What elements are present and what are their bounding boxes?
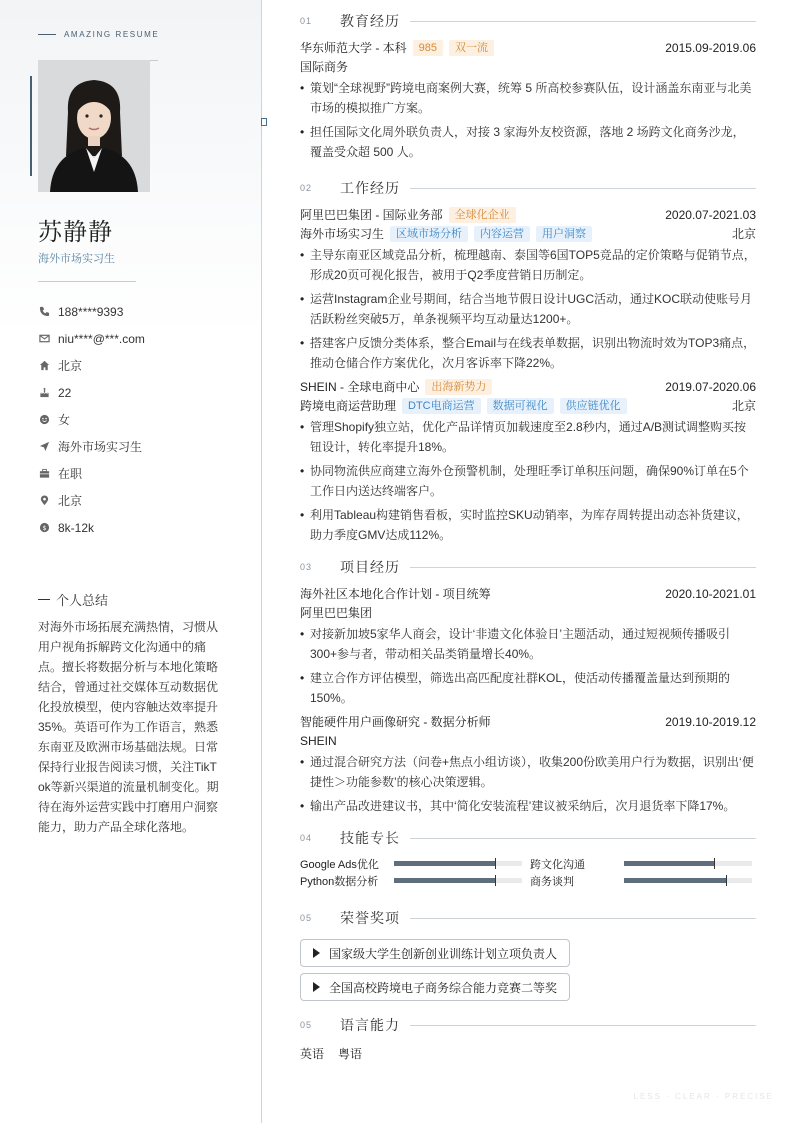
info-text: 海外市场实习生 [58,440,143,454]
mail-icon [38,333,50,345]
profile-name: 苏静静 [38,219,113,246]
phone-icon [38,306,50,318]
tag: 数据可视化 [487,398,554,414]
section-rule [410,838,756,839]
project-org-row [300,603,756,622]
skill-fill [624,861,714,866]
section-skills [300,827,756,889]
project-header [300,712,756,731]
section-header [300,177,756,199]
school-name: 华东师范大学 - 本科 [300,41,407,55]
play-arrow-icon [313,982,320,992]
info-text: 北京 [58,494,83,508]
section-number: 05 [300,913,313,923]
section-title: 荣誉奖项 [340,910,400,926]
section-title: 技能专长 [340,830,400,846]
bullet-list [300,624,756,708]
section-education [300,10,756,166]
project-name: 海外社区本地化合作计划 - 项目统筹 [300,587,491,601]
awards-list [300,939,756,1007]
award-text: 国家级大学生创新创业训练计划立项负责人 [329,946,558,961]
list-item: • 对接新加坡5家华人商会，设计‘非遗文化体验日’主题活动，通过短视频传播吸引300+参与者，带动相关品类销量增长40%。 [300,624,756,664]
location-pin-icon [38,495,50,507]
award-item [300,973,570,1001]
send-icon [38,441,50,453]
section-header [300,827,756,849]
section-header [300,1014,756,1036]
section-rule [410,567,756,568]
info-status [38,460,145,487]
info-salary [38,514,145,541]
tag: 用户洞察 [536,226,592,242]
date-range: 2020.10-2021.01 [665,586,756,601]
tag: 全球化企业 [449,207,516,223]
job-role-row [300,396,756,415]
skill-tick [495,875,496,886]
tag: 双一流 [449,40,494,56]
brand-line [38,34,56,35]
skill-tick [726,875,727,886]
section-rule [410,188,756,189]
list-item: • 利用Tableau构建销售看板，实时监控SKU动销率，为库存周转提出动态补货建议，助力季度GMV达成112%。 [300,505,756,545]
language-item: 英语 [300,1047,325,1061]
tag: 区域市场分析 [390,226,468,242]
info-email [38,325,145,352]
contact-info-list [38,298,145,541]
summary-text: 对海外市场拓展充满热情，习惯从用户视角拆解跨文化沟通中的痛点。擅长将数据分析与本地化策略结合，曾通过社交媒体互动数据优化投放模型，使内容触达效率提升35%。英语可作为工作语言，熟悉东南亚及欧洲市场基础法规。日常保持行业报告阅读习惯，关注TikTok等新兴渠道的流量机制变化。期待在海外运营实践中打磨用户洞察能力，助力产品全球化落地。 [38,620,219,834]
section-rule [410,21,756,22]
skill-bar [624,861,752,866]
project-header [300,584,756,603]
skill-item [530,872,752,889]
info-text: 8k-12k [58,520,95,535]
languages-list [300,1045,756,1062]
list-item: • 输出产品改进建议书，其中‘简化安装流程’建议被采纳后，次月退货率下降17%。 [300,796,756,816]
section-rule [410,1025,756,1026]
job-role: 跨境电商运营助理 [300,399,397,413]
info-age [38,379,145,406]
bullet-list [300,78,756,162]
language-item: 粤语 [338,1047,363,1061]
skill-fill [394,861,495,866]
section-title: 工作经历 [340,180,400,196]
divider [38,281,136,282]
project-org-row [300,731,756,750]
job-location: 北京 [731,227,756,241]
section-header [300,556,756,578]
skill-item [530,855,752,872]
skill-item [300,855,522,872]
info-position [38,433,145,460]
section-header [300,907,756,929]
list-item: • 运营Instagram企业号期间，结合当地节假日设计UGC活动，通过KOC联动使账号月活跃粉丝突破5万，单条视频平均互动量达1200+。 [300,289,756,329]
skill-name: 商务谈判 [530,875,574,888]
date-range: 2019.07-2020.06 [665,379,756,394]
list-item: • 协同物流供应商建立海外仓预警机制，处理旺季订单积压问题，确保90%订单在5个工作日内送达终端客户。 [300,461,756,501]
section-header [300,10,756,32]
briefcase-icon [38,468,50,480]
list-item: • 建立合作方评估模型，筛选出高匹配度社群KOL，使活动传播覆盖量达到预期的150%。 [300,668,756,708]
info-text: 22 [58,385,72,400]
date-range: 2020.07-2021.03 [665,207,756,222]
bullet-list [300,245,756,373]
section-number: 04 [300,833,313,843]
section-projects [300,556,756,820]
education-row [300,38,756,57]
date-range: 2019.10-2019.12 [665,714,756,729]
skills-grid [300,855,756,889]
job-location: 北京 [731,399,756,413]
divider-pin [261,118,267,126]
section-rule [410,918,756,919]
job-role-row [300,224,756,243]
skill-name: Google Ads优化 [300,858,379,871]
list-item: • 策划“全球视野”跨境电商案例大赛，统筹 5 所高校参赛队伍，设计涵盖东南亚与北美市场的模拟推广方案。 [300,78,756,118]
major-row [300,57,756,76]
section-work [300,177,756,549]
info-city [38,487,145,514]
skill-name: 跨文化沟通 [530,858,585,871]
info-home [38,352,145,379]
smile-icon [38,414,50,426]
play-arrow-icon [313,948,320,958]
skill-bar [394,878,522,883]
skill-name: Python数据分析 [300,875,379,888]
skill-bar [624,878,752,883]
tag: 内容运营 [474,226,530,242]
profile-title: 海外市场实习生 [38,253,115,265]
info-text: niu****@***.com [58,331,145,346]
info-text: 女 [58,413,71,427]
skill-tick [495,858,496,869]
summary-heading [38,590,108,609]
award-text: 全国高校跨境电子商务综合能力竞赛二等奖 [329,980,558,995]
project-org: SHEIN [300,733,337,748]
section-number: 01 [300,16,313,26]
info-text: 188****9393 [58,304,124,319]
major: 国际商务 [300,60,349,74]
project-name: 智能硬件用户画像研究 - 数据分析师 [300,715,491,729]
list-item: • 管理Shopify独立站，优化产品详情页加载速度至2.8秒内，通过A/B测试调整购买按钮设计，转化率提升18%。 [300,417,756,457]
section-number: 03 [300,562,313,572]
section-languages [300,1014,756,1062]
job-header [300,377,756,396]
company-name: SHEIN - 全球电商中心 [300,380,420,394]
info-phone [38,298,145,325]
profile-photo [38,60,150,192]
footer-watermark: LESS · CLEAR · PRECISE [633,1092,774,1101]
section-title: 项目经历 [340,559,400,575]
brand [38,30,159,39]
skill-tick [714,858,715,869]
skill-fill [394,878,495,883]
list-item: • 担任国际文化周外联负责人，对接 3 家海外友校资源，落地 2 场跨文化商务沙龙，覆盖受众超 500 人。 [300,122,756,162]
list-item: • 主导东南亚区域竞品分析，梳理越南、泰国等6国TOP5竞品的定价策略与促销节点，形成20页可视化报告，被用于Q2季度营销日历制定。 [300,245,756,285]
project-org: 阿里巴巴集团 [300,606,373,620]
home-icon [38,360,50,372]
award-item [300,939,570,967]
section-title: 语言能力 [340,1017,400,1033]
list-item: • 通过混合研究方法（问卷+焦点小组访谈），收集200份欧美用户行为数据，识别出‘便捷性＞功能参数’的核心决策逻辑。 [300,752,756,792]
skill-fill [624,878,726,883]
skill-bar [394,861,522,866]
salary-icon [38,522,50,534]
list-item: • 搭建客户反馈分类体系，整合Email与在线表单数据，识别出物流时效为TOP3痛点，推动仓储合作方案优化，次月客诉率下降22%。 [300,333,756,373]
sidebar [0,0,262,1123]
photo-accent-bar [30,76,32,176]
section-title: 教育经历 [340,13,400,29]
tag: 出海新势力 [425,379,492,395]
tag: 985 [413,40,443,56]
tag: 供应链优化 [560,398,627,414]
job-role: 海外市场实习生 [300,227,385,241]
job-header [300,205,756,224]
skill-item [300,872,522,889]
summary-dash [38,599,50,600]
info-text: 北京 [58,359,83,373]
section-number: 05 [300,1020,313,1030]
bullet-list [300,752,756,816]
section-awards [300,907,756,1007]
summary-title: 个人总结 [56,593,109,608]
tag: DTC电商运营 [402,398,481,414]
svg-text:$: $ [41,523,47,532]
date-range: 2015.09-2019.06 [665,40,756,55]
bullet-list [300,417,756,545]
cake-icon [38,387,50,399]
section-number: 02 [300,183,313,193]
info-text: 在职 [58,467,83,481]
info-gender [38,406,145,433]
brand-text: AMAZING RESUME [64,30,160,39]
avatar [38,60,150,192]
company-name: 阿里巴巴集团 - 国际业务部 [300,208,443,222]
